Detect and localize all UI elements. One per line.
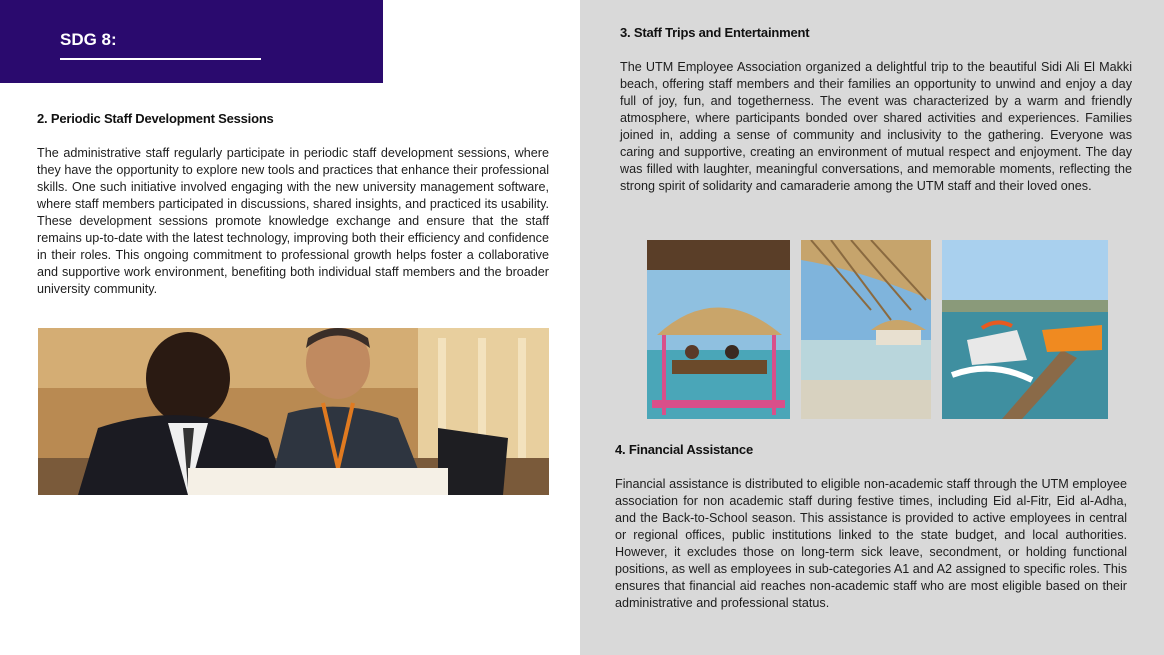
section4-heading: 4. Financial Assistance [615,442,753,457]
boat-pier-photo [942,240,1108,419]
section3-body: The UTM Employee Association organized a delightful trip to the beautiful Sidi Ali El Makki beach, offering staff members and their families an opportunity to unwind and enjoy a day full of joy, fun, and togetherness. The event was characterized by a warm and friendly atmosphere, where participants bonded over shared activities and experiences. Families joined in, adding a sense of community and inclusivity to the gathering. Everyone was caring and supportive, creating an environment of mutual respect and enjoyment. The day was filled with laughter, meaningful conversations, and memorable moments, reflecting the strong spirit of solidarity and camaraderie among the UTM staff and their loved ones. [620,60,1132,193]
sdg-title-underline [60,58,261,60]
sdg-title: SDG 8: [60,30,117,49]
beach-hut-photo [647,240,790,419]
section3-heading: 3. Staff Trips and Entertainment [620,25,810,40]
section4-body: Financial assistance is distributed to eligible non-academic staff through the UTM employee association for non academic staff during festive times, including Eid al-Fitr, Eid al-Adha, and the Back-to-School season. This assistance is provided to active employees in central or regional offices, public institutions linked to the state budget, and local authorities. However, it excludes those on long-term sick leave, secondment, or holding functional positions, as well as employees in sub-categories A1 and A2 assigned to specific roles. This ensures that financial aid reaches non-academic staff who are most eligible based on their administrative and professional status. [615,477,1127,610]
section2-body: The administrative staff regularly participate in periodic staff development sessions, where they have the opportunity to explore new tools and practices that enhance their professional skills. One such initiative involved engaging with the new university management software, where staff members participated in discussions, shared insights, and practiced its usability. These development sessions promote knowledge exchange and ensure that the staff remains up-to-date with the latest technology, improving both their efficiency and confidence in their roles. This ongoing commitment to professional growth helps foster a collaborative and supportive work environment, benefiting both individual staff members and the broader university community. [37,146,549,296]
beach-shore-photo [801,240,931,419]
sdg-banner [0,0,383,83]
staff-development-photo [38,328,549,495]
section2-heading: 2. Periodic Staff Development Sessions [37,111,274,126]
